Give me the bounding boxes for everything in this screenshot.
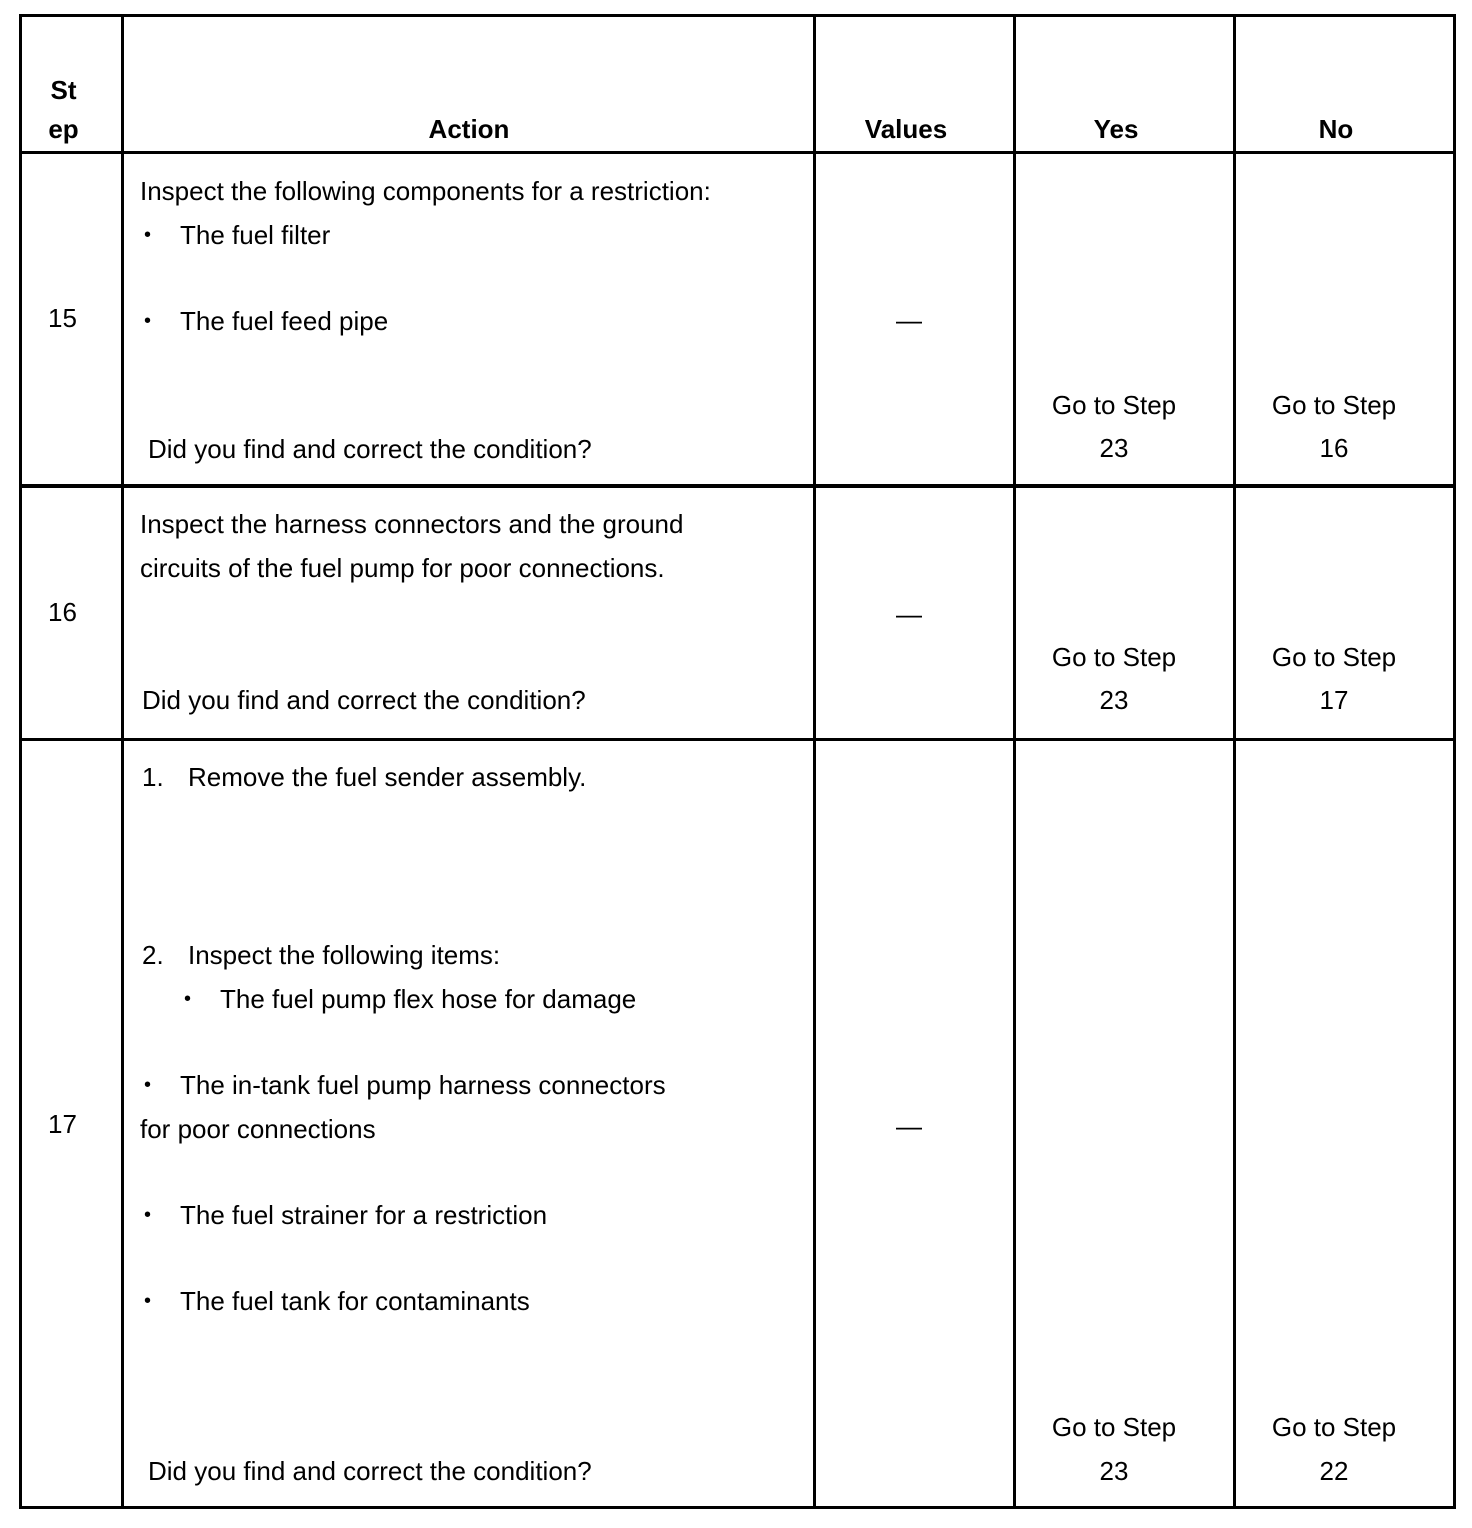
no-goto-step: 17: [1319, 685, 1349, 715]
no-goto-label: Go to Step: [1271, 1412, 1397, 1442]
bullet: •: [144, 1204, 152, 1226]
yes-goto-step: 23: [1099, 685, 1129, 715]
bullet: •: [144, 310, 152, 332]
row-divider: [19, 738, 1456, 741]
yes-goto-step: 23: [1099, 433, 1129, 463]
step-number: 15: [48, 303, 77, 333]
yes-goto-step: 23: [1099, 1456, 1129, 1486]
header-no: No: [1318, 114, 1354, 144]
item-number: 2.: [142, 940, 164, 970]
action-item: Remove the fuel sender assembly.: [188, 762, 587, 792]
table-border-left: [19, 14, 22, 1509]
yes-goto-label: Go to Step: [1051, 642, 1177, 672]
action-bullet: The fuel feed pipe: [180, 306, 389, 336]
column-divider: [1013, 14, 1016, 1509]
no-goto-label: Go to Step: [1271, 642, 1397, 672]
action-question: Did you find and correct the condition?: [148, 1456, 592, 1486]
table-border-right: [1453, 14, 1456, 1509]
yes-goto-label: Go to Step: [1051, 1412, 1177, 1442]
action-bullet: The fuel filter: [180, 220, 331, 250]
value-dash: —: [896, 305, 922, 335]
item-number: 1.: [142, 762, 164, 792]
column-divider: [1233, 14, 1236, 1509]
yes-goto-label: Go to Step: [1051, 390, 1177, 420]
action-item: Inspect the following items:: [188, 940, 501, 970]
action-bullet: The fuel strainer for a restriction: [180, 1200, 548, 1230]
step-number: 16: [48, 597, 77, 627]
header-action: Action: [428, 114, 510, 144]
table-border-bottom: [19, 1506, 1456, 1509]
header-step-line2: ep: [48, 114, 79, 144]
value-dash: —: [896, 1111, 922, 1141]
action-bullet-continued: for poor connections: [140, 1114, 376, 1144]
header-divider: [19, 151, 1456, 154]
bullet: •: [144, 1290, 152, 1312]
column-divider: [121, 14, 124, 1509]
bullet: •: [144, 1074, 152, 1096]
no-goto-step: 22: [1319, 1456, 1349, 1486]
bullet: •: [144, 224, 152, 246]
header-yes: Yes: [1093, 114, 1139, 144]
table-border-top: [19, 14, 1456, 17]
value-dash: —: [896, 599, 922, 629]
action-bullet: The fuel pump flex hose for damage: [220, 984, 637, 1014]
header-step-line1: St: [50, 75, 77, 105]
column-divider: [813, 14, 816, 1509]
action-text-line1: Inspect the harness connectors and the ground: [140, 509, 684, 539]
action-intro: Inspect the following components for a restriction:: [140, 176, 711, 206]
row-divider: [19, 484, 1456, 488]
action-bullet: The fuel tank for contaminants: [180, 1286, 530, 1316]
action-question: Did you find and correct the condition?: [142, 685, 586, 715]
bullet: •: [184, 988, 192, 1010]
action-text-line2: circuits of the fuel pump for poor connections.: [140, 553, 665, 583]
header-values: Values: [864, 114, 948, 144]
action-bullet: The in-tank fuel pump harness connectors: [180, 1070, 666, 1100]
no-goto-label: Go to Step: [1271, 390, 1397, 420]
action-question: Did you find and correct the condition?: [148, 434, 592, 464]
step-number: 17: [48, 1109, 77, 1139]
no-goto-step: 16: [1319, 433, 1349, 463]
